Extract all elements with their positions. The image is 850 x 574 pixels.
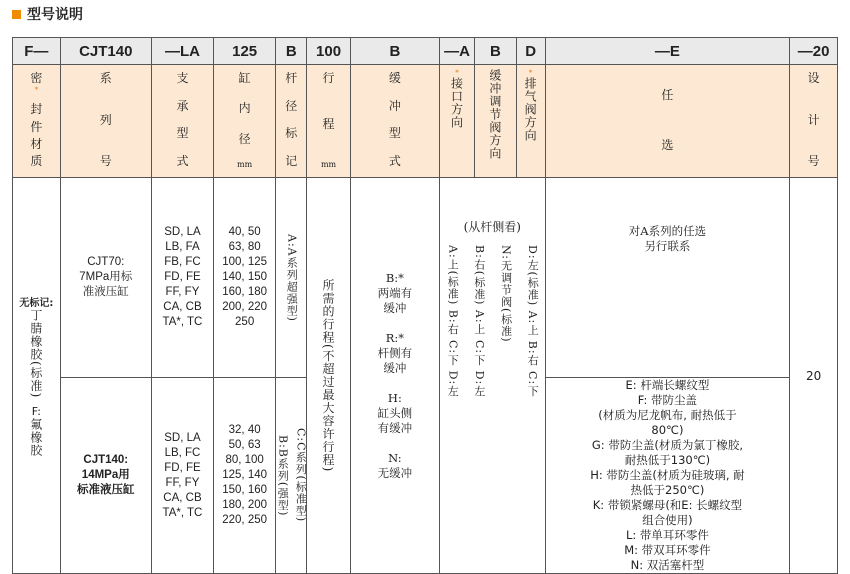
code-design: —20 [790, 38, 838, 65]
stroke-cell: 所需的行程(不超过最大容许行程) [307, 178, 351, 574]
desc-valve: 缓冲调节阀方向 [487, 69, 502, 160]
code-series: CJT140 [60, 38, 151, 65]
mount-2: SD, LA LB, FC FD, FE FF, FY CA, CB TA*, TC [151, 378, 213, 574]
cushion-cell: B:* 两端有 缓冲 R:* 杆侧有 缓冲 H: 缸头侧 有缓冲 N: 无缓冲 [350, 178, 439, 574]
bore-2: 32, 40 50, 63 80, 100 125, 140 150, 160 180, 200 220, 250 [214, 378, 276, 574]
code-mount: —LA [151, 38, 213, 65]
code-seal: F— [13, 38, 61, 65]
code-valve: B [475, 38, 516, 65]
series-cjt140: CJT140: 14MPa用 标准液压缸 [60, 378, 151, 574]
rod-bc: B:B系列(强型) C:C系列(标准型) [276, 378, 307, 574]
mount-1: SD, LA LB, FA FB, FC FD, FE FF, FY CA, CB TA*, TC [151, 178, 213, 378]
section-title [12, 4, 83, 24]
seal-cell [13, 178, 61, 574]
bore-1: 40, 50 63, 80 100, 125 140, 150 160, 180 200, 220 250 [214, 178, 276, 378]
code-bore: 125 [214, 38, 276, 65]
desc-exhaust: * 排气阀方向 [523, 69, 538, 142]
code-exhaust: D [516, 38, 545, 65]
seal-std-text: 丁腈橡胶(标准) [28, 309, 43, 399]
code-rod: B [276, 38, 307, 65]
port-options: A:上(标准) B:右 C:下 D:左 [446, 245, 460, 398]
desc-bore: 缸 内 径 mm [237, 71, 253, 169]
valve-options: B:右(标准) A:上 C:下 D:左 [472, 245, 486, 398]
code-stroke: 100 [307, 38, 351, 65]
orange-square-icon [12, 10, 21, 19]
desc-series: 系 列 号 [99, 71, 112, 168]
design-no: 20 [790, 178, 838, 574]
option-note: 对A系列的任选 另行联系 [545, 178, 790, 378]
series-cjt70: CJT70: 7MPa用标 准液压缸 [60, 178, 151, 378]
description-row [13, 65, 838, 178]
desc-mount: 支 承 型 式 [176, 71, 189, 168]
seal-f-text: 氟橡胶 [28, 417, 43, 457]
option-list: E: 杆端长螺纹型 F: 带防尘盖 (材质为尼龙帆布, 耐热低于 80℃) G: 带防尘盖(材质为氯丁橡胶, 耐热低于130℃) H: 带防尘盖(材质为硅玻璃, 耐 热低于250℃) K: 带锁紧螺母(和E: 长螺纹型 组合使用) L: 带单耳环零件 M: 带双耳环零件 N: 双活塞杆型 [545, 378, 790, 574]
seal-f-label: F: [31, 404, 41, 418]
desc-cushion: 缓 冲 型 式 [388, 71, 401, 168]
view-note: (从杆侧看) [463, 220, 521, 234]
code-option: —E [545, 38, 790, 65]
valve-none: N:无调节阀(标准) [499, 245, 513, 343]
desc-design: 设 计 号 [807, 71, 820, 168]
code-header-row [13, 38, 838, 65]
direction-cell [439, 178, 545, 574]
body-row-1 [13, 178, 838, 378]
desc-port: * 接口方向 [449, 69, 464, 129]
rod-a: A:A系列超强型) [276, 178, 307, 378]
model-code-table [12, 37, 838, 574]
desc-rod: 杆 径 标 记 [285, 71, 298, 168]
desc-stroke: 行 程 mm [320, 71, 337, 169]
exhaust-options: D:左(标准) A:上 B:右 C:下 [526, 245, 540, 398]
desc-option: 任 选 [661, 87, 674, 152]
code-port: —A [439, 38, 474, 65]
desc-seal: 密 * 封 件 材 质 [30, 71, 43, 168]
code-cushion: B [350, 38, 439, 65]
section-title-text: 型号说明 [27, 7, 83, 23]
seal-std-label: 无标记: [19, 298, 54, 310]
